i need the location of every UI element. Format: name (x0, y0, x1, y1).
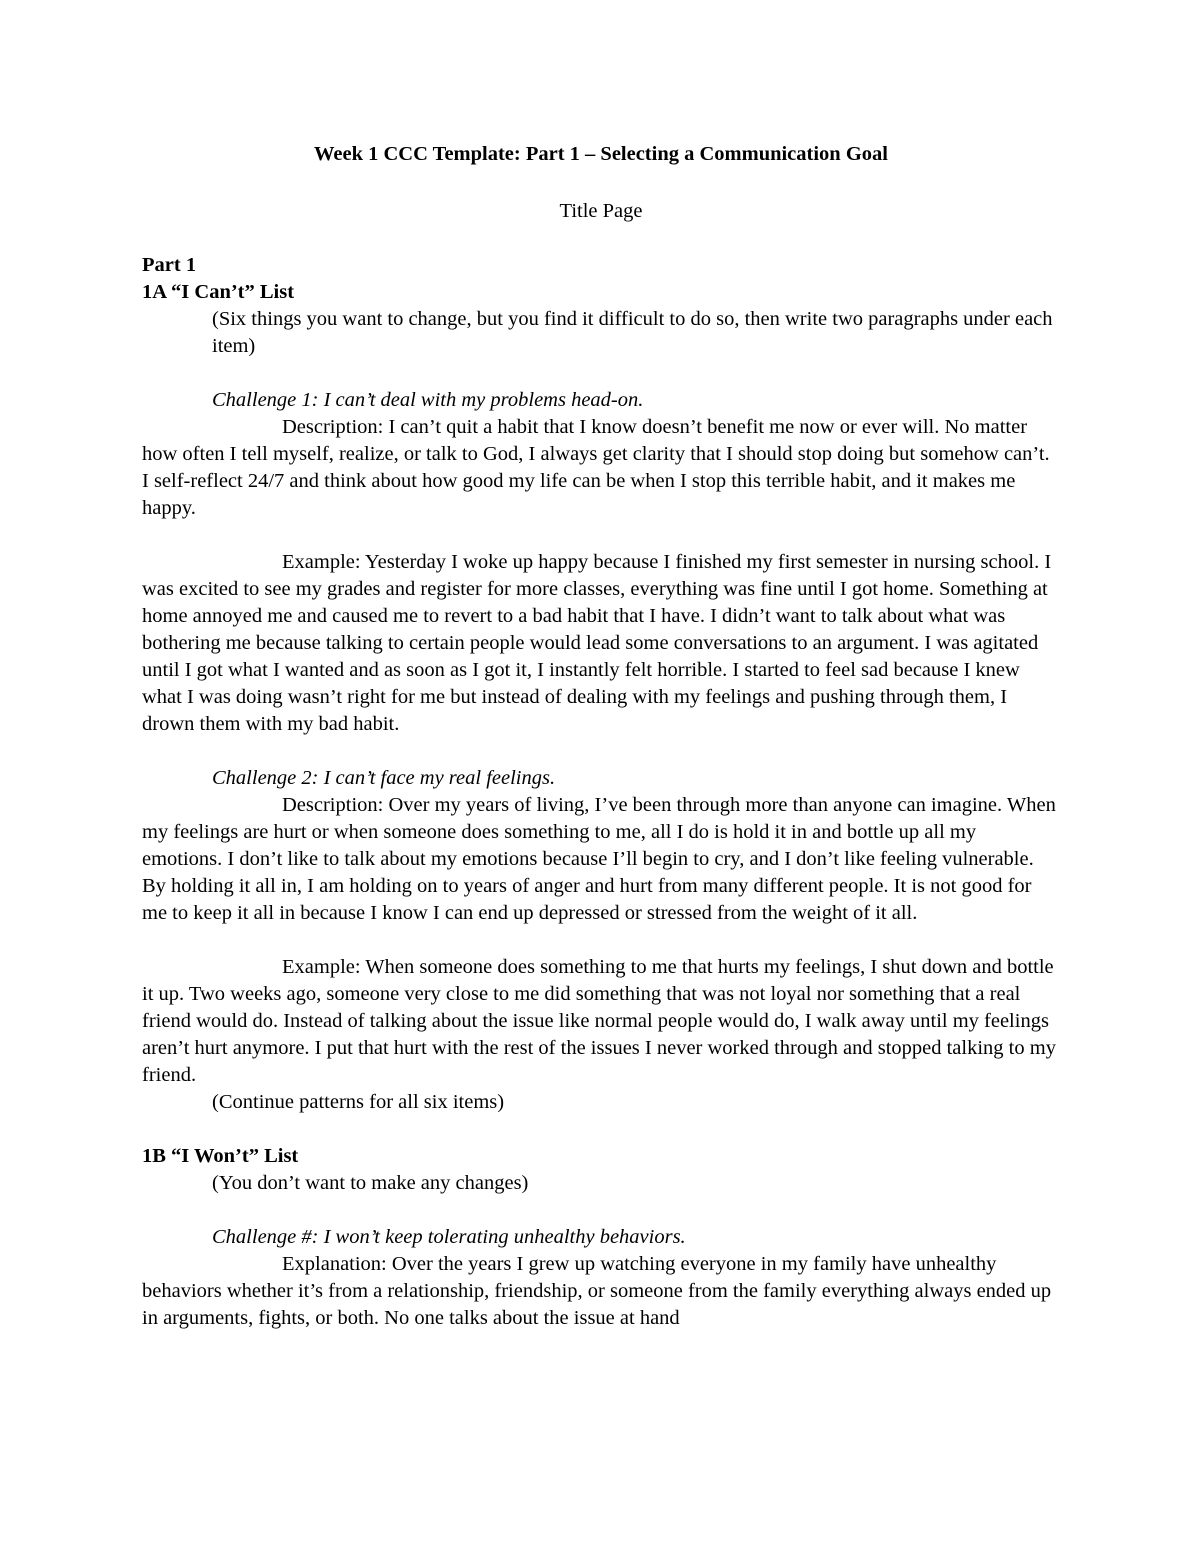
section-1a-instructions: (Six things you want to change, but you find it difficult to do so, then write two paragraphs under each item) (212, 308, 1053, 357)
document-title: Week 1 CCC Template: Part 1 – Selecting a Communication Goal (314, 143, 888, 165)
challenge-2-example: Example: When someone does something to me that hurts my feelings, I shut down and bottle it up. Two weeks ago, someone very close to me did something that was not loyal nor something that a real friend would do. Instead of talking about the issue like normal people would do, I walk away until my feelings aren’t hurt anymore. I put that hurt with the rest of the issues I never worked through and stopped talking to my friend. (142, 956, 1056, 1086)
document-body (142, 141, 1060, 1332)
challenge-1-description: Description: I can’t quit a habit that I know doesn’t benefit me now or ever will. No matter how often I tell myself, realize, or talk to God, I always get clarity that I should stop doing but somehow can’t. I self-reflect 24/7 and think about how good my life can be when I stop this terrible habit, and it makes me happy. (142, 416, 1050, 519)
section-1a-heading: 1A “I Can’t” List (142, 281, 295, 303)
part-heading: Part 1 (142, 254, 197, 276)
challenge-2-description: Description: Over my years of living, I’ve been through more than anyone can imagine. When my feelings are hurt or when someone does something to me, all I do is hold it in and bottle up all my emotions. I don’t like to talk about my emotions because I’ll begin to cry, and I don’t like feeling vulnerable. By holding it all in, I am holding on to years of anger and hurt from many different people. It is not good for me to keep it all in because I know I can end up depressed or stressed from the weight of it all. (142, 794, 1056, 924)
challenge-won't-explanation: Explanation: Over the years I grew up watching everyone in my family have unhealthy behaviors whether it’s from a relationship, friendship, or someone from the family everything always ended up in arguments, fights, or both. No one talks about the issue at hand (142, 1253, 1052, 1329)
document-subtitle: Title Page (559, 200, 643, 222)
challenge-1-example: Example: Yesterday I woke up happy because I finished my first semester in nursing school. I was excited to see my grades and register for more classes, everything was fine until I got home. Something at home annoyed me and caused me to revert to a bad habit that I have. I didn’t want to talk about what was bothering me because talking to certain people would lead some conversations to an argument. I was agitated until I got what I wanted and as soon as I got it, I instantly felt horrible. I started to feel sad because I knew what I was doing wasn’t right for me but instead of dealing with my feelings and pushing through them, I drown them with my bad habit. (142, 551, 1052, 735)
challenge-2-title: Challenge 2: I can’t face my real feelings. (212, 767, 556, 789)
continue-note: (Continue patterns for all six items) (212, 1091, 505, 1113)
challenge-won't-title: Challenge #: I won’t keep tolerating unhealthy behaviors. (212, 1226, 686, 1248)
challenge-1-title: Challenge 1: I can’t deal with my problems head-on. (212, 389, 644, 411)
section-1b-heading: 1B “I Won’t” List (142, 1145, 299, 1167)
section-1b-instructions: (You don’t want to make any changes) (212, 1172, 529, 1194)
